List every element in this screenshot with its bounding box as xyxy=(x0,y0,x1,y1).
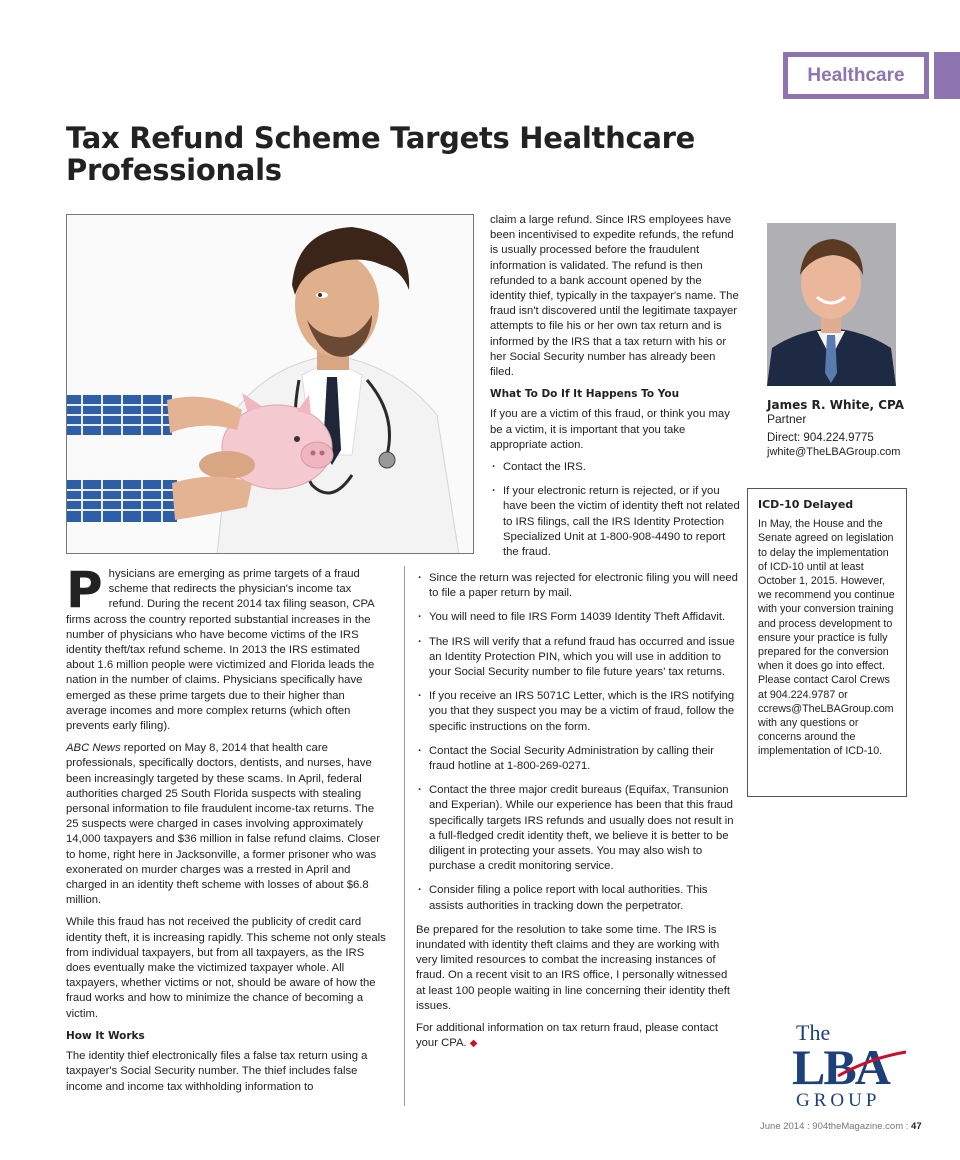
action-list xyxy=(490,460,740,560)
page-footer xyxy=(760,1121,922,1132)
source-name: ABC News xyxy=(66,742,121,755)
paragraph: The identity thief electronically files a false tax return using a taxpayer's Social Security number. The thief includes false income and income tax withholding information to xyxy=(66,1050,368,1093)
author-name: James R. White, CPA xyxy=(767,398,905,412)
list-item: · Since the return was rejected for electronic filing you will need to file a paper return by mail. xyxy=(416,571,738,601)
sidebar-body: In May, the House and the Senate agreed on legislation to delay the implementation of ICD-10 until at least October 1, 2015. However, we recommend you continue with your conversion training and process development to ensure your practice is fully prepared for the conversion when it does go into effect. Please contact Carol Crews at 904.224.9787 or ccrews@TheLBAGroup.com with any questions or concerns around the implementation of ICD-10. xyxy=(758,518,895,758)
article-column-1 xyxy=(66,561,388,1102)
sidebar-title: ICD-10 Delayed xyxy=(758,498,854,511)
paragraph xyxy=(66,741,388,908)
icd10-sidebar xyxy=(747,488,907,797)
footer-text: June 2014 : 904theMagazine.com : xyxy=(760,1121,912,1132)
action-list-continued xyxy=(416,571,738,914)
list-item: · Contact the three major credit bureaus (Equifax, Transunion and Experian). While our experience has been that this fraud specifically targets IRS refunds and usually does not result in a full-fledged credit identity theft, we believe it is better to be diligent in protecting your assets. You may also wish to purchase a credit monitoring service. xyxy=(416,783,738,874)
page-number: 47 xyxy=(911,1121,922,1132)
drop-cap: P xyxy=(66,561,103,619)
list-item: · Contact the IRS. xyxy=(490,460,740,475)
column-divider xyxy=(404,566,405,1106)
author-email: jwhite@TheLBAGroup.com xyxy=(767,446,901,458)
intro-paragraph xyxy=(66,561,388,734)
logo-the: The xyxy=(796,1020,831,1045)
section-tag-label: Healthcare xyxy=(788,57,924,94)
paragraph-text: reported on May 8, 2014 that health care professionals, specifically doctors, dentists, and nurses, have been increasingly targeted by these scams. In April, federal authorities charged 25 South Florida suspects with stealing personal information to file fraudulent income-tax returns. The 25 suspects were charged in cases involving approximately 14,000 taxpayers and $36 million in false refund claims. Closer to home, right here in Jacksonville, a former prisoner who was exonerated on murder charges was a rrested in April and charged in an identity theft scheme with losses of about $6.8 million. xyxy=(66,742,380,907)
end-mark-icon: ◆ xyxy=(469,1038,478,1050)
section-tag-bar xyxy=(934,52,960,99)
paragraph: If you are a victim of this fraud, or think you may be a victim, it is important that you take appropriate action. xyxy=(490,408,730,451)
subhead-how-it-works: How It Works xyxy=(66,1029,145,1042)
paragraph: While this fraud has not received the publicity of credit card identity theft, it is increasing rapidly. This scheme not only steals from individual taxpayers, but from all taxpayers, as the IRS does eventually make the victimized taxpayer whole. All taxpayers, whether victims or not, should be aware of how the fraud works and how to minimize the chance of becoming a victim. xyxy=(66,916,386,1020)
article-column-3 xyxy=(416,571,738,1058)
list-item: · Contact the Social Security Administration by calling their fraud hotline at 1-800-269-0271. xyxy=(416,744,738,774)
list-item: · Consider filing a police report with local authorities. This assists authorities in tracking down the perpetrator. xyxy=(416,883,738,913)
list-item: · You will need to file IRS Form 14039 Identity Theft Affidavit. xyxy=(416,610,738,625)
subhead-what-to-do: What To Do If It Happens To You xyxy=(490,388,680,401)
logo-lba: LBA xyxy=(792,1039,889,1095)
logo-group: GROUP xyxy=(796,1090,881,1111)
lba-group-logo xyxy=(790,1018,910,1112)
list-item: · If you receive an IRS 5071C Letter, which is the IRS notifying you that they suspect you may be a victim of fraud, follow the specific instructions on the form. xyxy=(416,689,738,735)
intro-text: hysicians are emerging as prime targets of a fraud scheme that redirects the physician's income tax refund. During the recent 2014 tax filing season, CPA firms across the country reported substantial increases in the number of physicians who have become victims of the IRS identity theft/tax refund scheme. In 2013 the IRS estimated about 1.6 million people were victimized and Florida leads the nation in the number of claims. Physicians specifically have emerged as these prime targets due to their higher than average incomes and more complex returns (which often prevents early filing). xyxy=(66,568,375,733)
author-role: Partner xyxy=(767,412,807,426)
paragraph: Be prepared for the resolution to take some time. The IRS is inundated with identity theft claims and they are working with very limited resources to combat the increasing instances of fraud. On a recent visit to an IRS office, I personally witnessed at least 100 people waiting in line concerning their identity theft issues. xyxy=(416,923,731,1012)
section-tag xyxy=(783,52,929,99)
doctor-piggybank-illustration xyxy=(67,215,474,554)
author-portrait xyxy=(767,223,896,386)
paragraph: claim a large refund. Since IRS employees have been incentivised to expedite refunds, the refund is usually processed before the fraudulent information is validated. The refund is then refunded to a bank account opened by the identity thief, typically in the taxpayer's name. The fraud isn't discovered until the legitimate taxpayer attempts to file his or her own tax return and is informed by the IRS that a tax return with his or her Social Security number has already been filed. xyxy=(490,214,739,379)
lba-logo-mark xyxy=(790,1018,910,1112)
list-item: · The IRS will verify that a refund fraud has occurred and issue an Identity Protection PIN, which you will use in addition to your Social Security number to file future years' tax returns. xyxy=(416,635,738,681)
article-column-2 xyxy=(490,213,740,569)
author-phone: Direct: 904.224.9775 xyxy=(767,432,874,444)
list-item: · If your electronic return is rejected, or if you have been the victim of identity theft not related to IRS filings, call the IRS Identity Protection Specialized Unit at 1-800-908-4490 to report the fraud. xyxy=(490,484,740,560)
article-title: Tax Refund Scheme Targets Healthcare Professionals xyxy=(66,121,695,187)
article-photo xyxy=(66,214,474,554)
closing-text: For additional information on tax return fraud, please contact your CPA. xyxy=(416,1022,719,1050)
author-photo xyxy=(767,223,896,386)
closing-paragraph xyxy=(416,1021,738,1051)
